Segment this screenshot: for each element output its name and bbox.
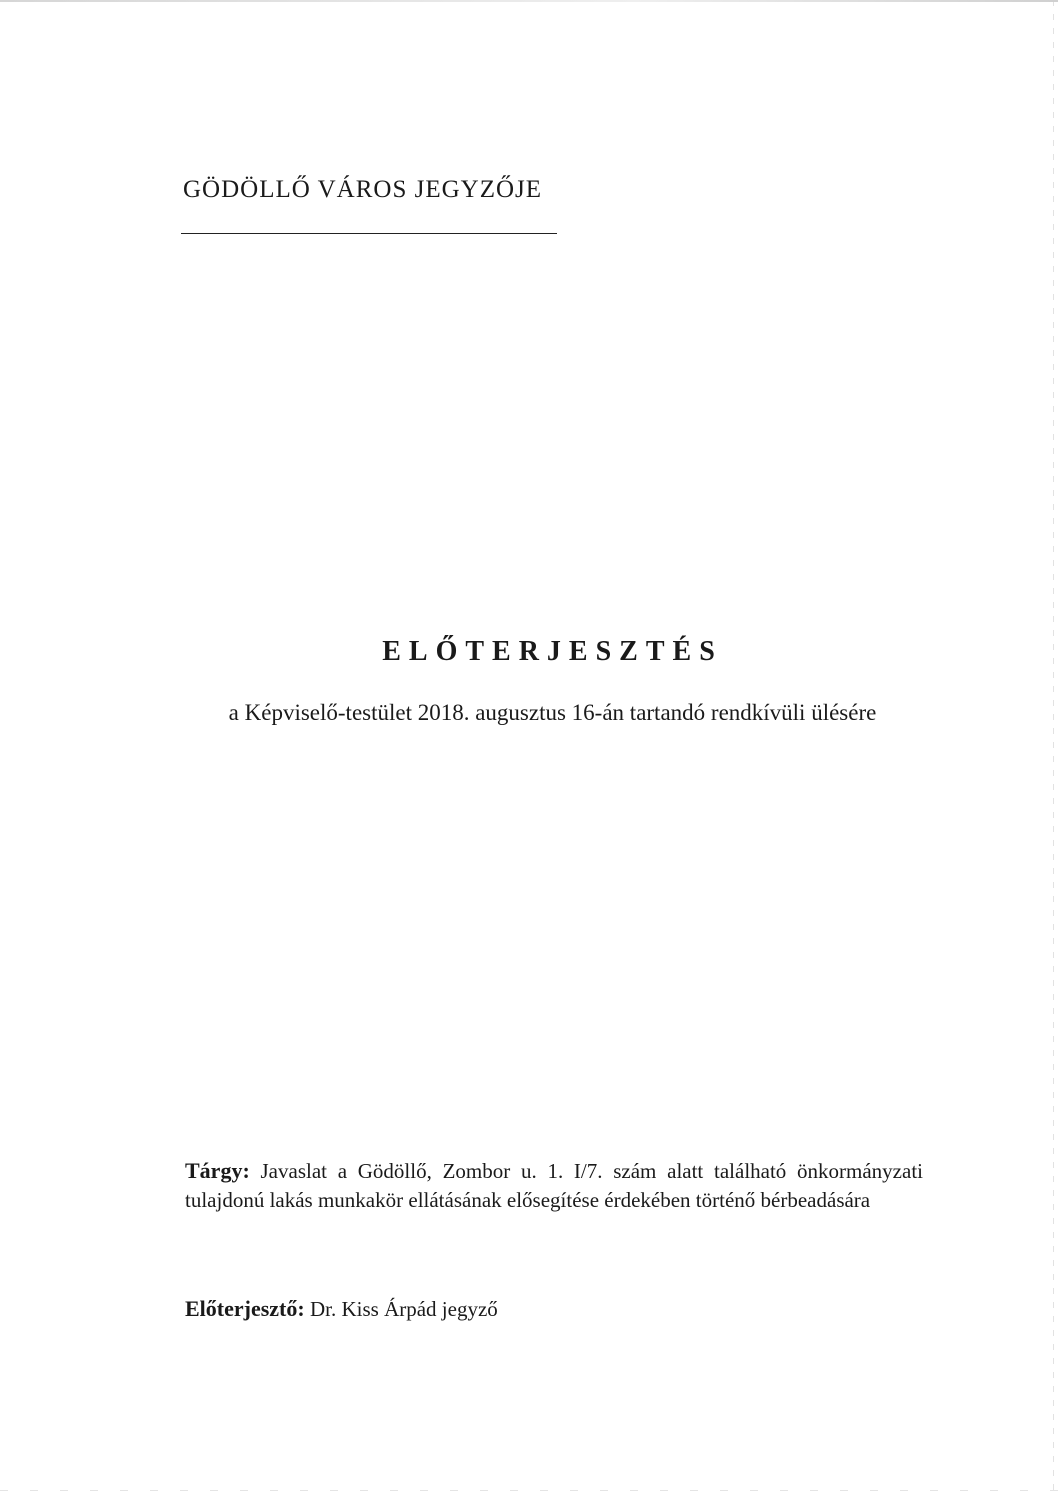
subject-block <box>185 1156 923 1215</box>
subject-label: Tárgy: <box>185 1158 250 1183</box>
scan-edge-top <box>0 0 1058 2</box>
scan-edge-bottom <box>0 1490 1058 1491</box>
issuer-underline <box>181 233 557 234</box>
presenter-text: Dr. Kiss Árpád jegyző <box>309 1297 498 1321</box>
presenter-block <box>185 1296 498 1322</box>
issuer-heading: GÖDÖLLŐ VÁROS JEGYZŐJE <box>183 176 543 203</box>
subject-text: Javaslat a Gödöllő, Zombor u. 1. I/7. szám alatt található önkormányzati tulajdonú lakás munkakör ellátásának elősegítése érdekében történő bérbeadására <box>185 1159 923 1212</box>
presenter-label: Előterjesztő: <box>185 1296 305 1321</box>
meeting-line: a Képviselő-testület 2018. augusztus 16-án tartandó rendkívüli ülésére <box>228 700 877 725</box>
scan-edge-right <box>1053 0 1054 1497</box>
document-type-title: ELŐTERJESZTÉS <box>382 636 723 667</box>
